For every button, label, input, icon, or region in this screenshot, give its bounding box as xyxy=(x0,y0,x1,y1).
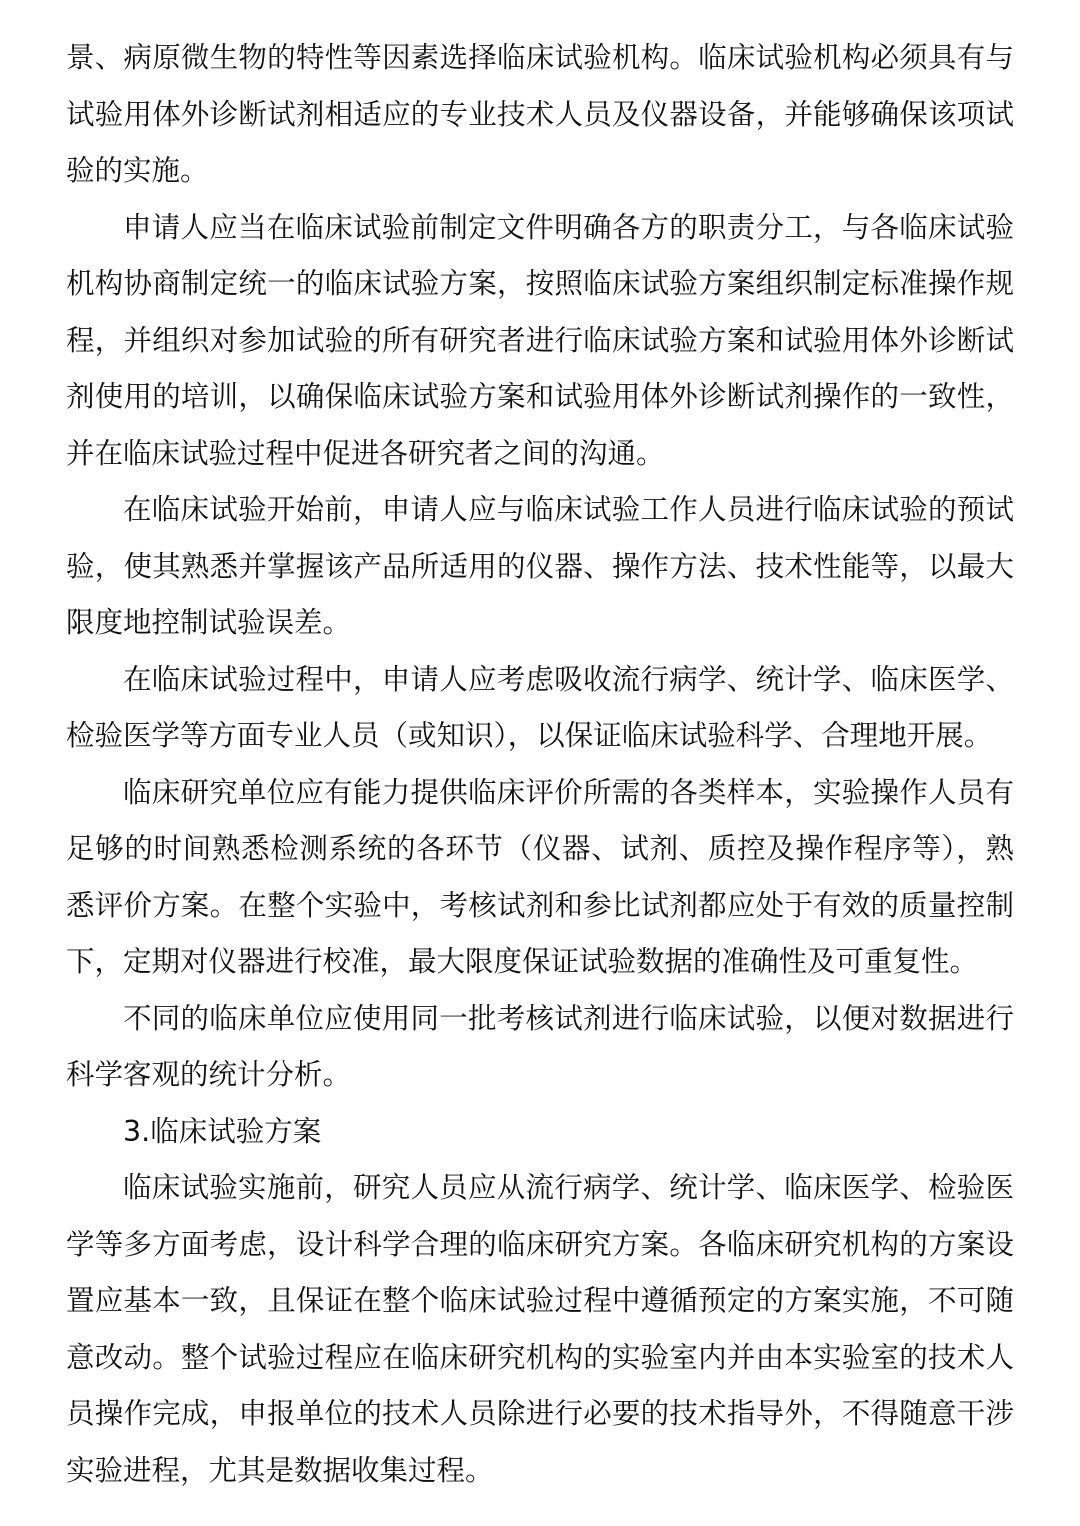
text-line: 悉评价方案。在整个实验中，考核试剂和参比试剂都应处于有效的质量控制 xyxy=(66,888,1014,922)
paragraph-3 xyxy=(66,482,1014,652)
text-line: 意改动。整个试验过程应在临床研究机构的实验室内并由本实验室的技术人 xyxy=(66,1340,1014,1374)
text-line: 临床试验实施前，研究人员应从流行病学、统计学、临床医学、检验医 xyxy=(123,1171,1014,1204)
text-line: 员操作完成，申报单位的技术人员除进行必要的技术指导外，不得随意干涉 xyxy=(66,1397,1014,1430)
text-line: 验，使其熟悉并掌握该产品所适用的仪器、操作方法、技术性能等，以最大 xyxy=(66,549,1014,583)
text-line: 申请人应当在临床试验前制定文件明确各方的职责分工，与各临床试验 xyxy=(123,210,1014,244)
text-line: 置应基本一致，且保证在整个临床试验过程中遵循预定的方案实施，不可随 xyxy=(66,1284,1014,1317)
text-line: 学等多方面考虑，设计科学合理的临床研究方案。各临床研究机构的方案设 xyxy=(66,1227,1014,1261)
paragraph-2 xyxy=(66,200,1014,483)
text-line: 在临床试验开始前，申请人应与临床试验工作人员进行临床试验的预试 xyxy=(123,493,1014,526)
text-line: 并在临床试验过程中促进各研究者之间的沟通。 xyxy=(66,436,665,470)
text-line: 足够的时间熟悉检测系统的各环节（仪器、试剂、质控及操作程序等），熟 xyxy=(66,832,1014,865)
text-line: 不同的临床单位应使用同一批考核试剂进行临床试验，以便对数据进行 xyxy=(123,1001,1014,1035)
section-heading: 3.临床试验方案 xyxy=(123,1114,322,1148)
text-line: 剂使用的培训，以确保临床试验方案和试验用体外诊断试剂操作的一致性， xyxy=(66,380,1014,413)
text-line: 验的实施。 xyxy=(66,154,209,187)
text-line: 限度地控制试验误差。 xyxy=(66,606,352,639)
text-line: 试验用体外诊断试剂相适应的专业技术人员及仪器设备，并能够确保该项试 xyxy=(66,97,1014,131)
section-paragraph xyxy=(66,1160,1014,1499)
text-line: 实验进程，尤其是数据收集过程。 xyxy=(66,1453,494,1487)
text-line: 下，定期对仪器进行校准，最大限度保证试验数据的准确性及可重复性。 xyxy=(66,945,979,978)
paragraph-6 xyxy=(66,991,1014,1104)
text-line: 景、病原微生物的特性等因素选择临床试验机构。临床试验机构必须具有与 xyxy=(66,41,1014,74)
document-page xyxy=(66,30,1014,1499)
text-line: 在临床试验过程中，申请人应考虑吸收流行病学、统计学、临床医学、 xyxy=(123,662,1014,696)
text-line: 检验医学等方面专业人员（或知识），以保证临床试验科学、合理地开展。 xyxy=(66,719,993,752)
paragraph-1 xyxy=(66,30,1014,200)
text-line: 机构协商制定统一的临床试验方案，按照临床试验方案组织制定标准操作规 xyxy=(66,267,1014,300)
text-line: 程，并组织对参加试验的所有研究者进行临床试验方案和试验用体外诊断试 xyxy=(66,323,1014,357)
paragraph-4 xyxy=(66,652,1014,765)
paragraph-5 xyxy=(66,765,1014,991)
text-line: 临床研究单位应有能力提供临床评价所需的各类样本，实验操作人员有 xyxy=(123,775,1014,809)
text-line: 科学客观的统计分析。 xyxy=(66,1058,352,1091)
